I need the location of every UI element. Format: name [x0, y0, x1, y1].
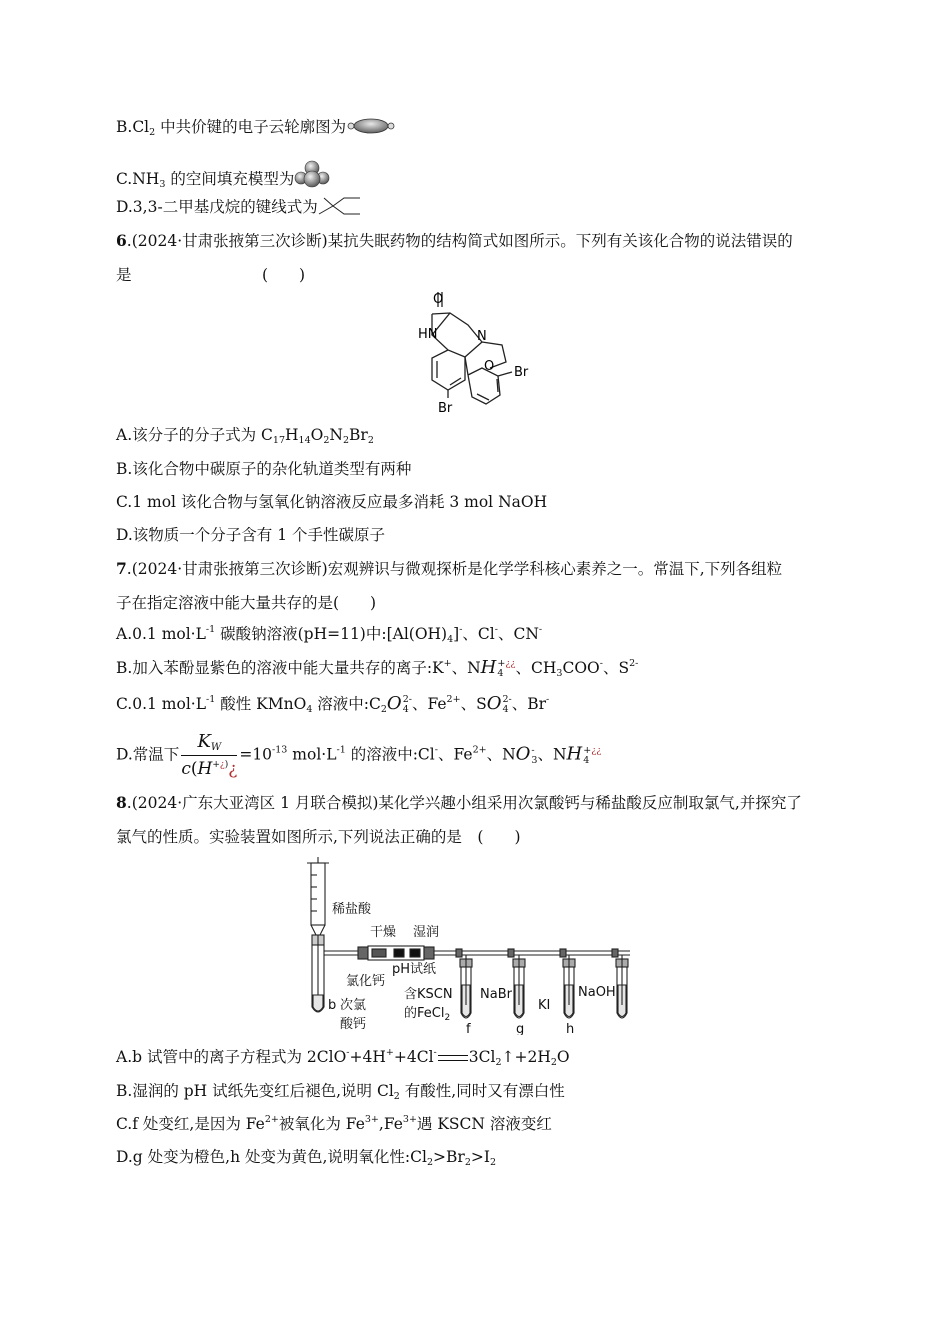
- q7-option-b: B.加入苯酚显紫色的溶液中能大量共存的离子:K+、NH +¿¿ 4 、$CH_3COO^-$、$S^{2-}$: [116, 657, 639, 679]
- label-hypo1: 次氯: [340, 998, 367, 1013]
- skeletal-formula: [318, 196, 362, 216]
- q7-option-a: A.0.1 $mol\cdot L^{-1}$ 碳酸钠溶液(pH=11)中$:[Al(OH)_4]^-$、Cl-、CN-: [116, 624, 543, 645]
- br-bottom-label: Br: [438, 401, 453, 416]
- q8-option-b: B.湿润的 pH 试纸先变红后褪色,说明 $Cl_2$ 有酸性,同时又有漂白性: [116, 1082, 565, 1102]
- label-b: b: [328, 998, 337, 1013]
- q6-option-b: B.该化合物中碳原子的杂化轨道类型有两种: [116, 460, 412, 478]
- q5-option-d: D.3,3-二甲基戊烷的键线式为: [116, 196, 362, 217]
- q8-option-a: A.b 试管中的离子方程式为 2ClO-+4H++4Cl- $3Cl_2↑+2H_2O$: [116, 1047, 570, 1068]
- label-kscn1: 含KSCN: [404, 987, 453, 1002]
- label-cacl2: 氯化钙: [346, 974, 386, 989]
- q5-option-c: $C.NH_3$ 的空间填充模型为: [116, 160, 330, 189]
- q8-apparatus-diagram: [300, 855, 645, 1035]
- q6-stem-line2: 是 ( ): [116, 266, 306, 284]
- q8-stem-line2: 氯气的性质。实验装置如图所示,下列说法正确的是 ( ): [116, 828, 521, 846]
- q7-option-d: D.常温下 $\frac{K_W}{c(H^{+¿)}¿}$ $=10^{-13}$ $mol\cdot L^{-1}$ 的溶液中:Cl-、$Fe^{2+}$、NO - 3 、NH +¿¿ 4: [116, 731, 602, 779]
- label-dry: 干燥: [370, 925, 397, 940]
- label-f: f: [466, 1022, 471, 1035]
- label-ph-paper: pH试纸: [392, 962, 437, 977]
- label-g: g: [516, 1022, 525, 1035]
- q6-option-d: D.该物质一个分子含有 1 个手性碳原子: [116, 526, 386, 544]
- nh3-space-filling-model: [294, 160, 330, 188]
- q7-stem-line2: 子在指定溶液中能大量共存的是( ): [116, 594, 377, 612]
- label-kscn2: 的FeCl$_2$: [404, 1006, 451, 1023]
- label-wet: 湿润: [413, 925, 440, 940]
- n-label: N: [477, 329, 487, 344]
- label-hypo2: 酸钙: [340, 1017, 367, 1032]
- label-h: h: [566, 1022, 575, 1035]
- equation-sign: [438, 1055, 468, 1061]
- q6-stem-line1: 6.(2024·甘肃张掖第三次诊断)某抗失眠药物的结构简式如图所示。下列有关该化合物的说法错误的: [116, 231, 793, 250]
- q8-option-d: D.g 处变为橙色,h 处变为黄色,说明氧化性$:Cl_2>Br_2>I_2$: [116, 1148, 497, 1168]
- q6-structure-diagram: [410, 290, 540, 416]
- hn-label: HN: [418, 327, 438, 342]
- q8-stem-line1: 8.(2024·广东大亚湾区 1 月联合模拟)某化学兴趣小组采用次氯酸钙与稀盐酸反应制取氯气,并探究了: [116, 793, 802, 812]
- label-naoh: NaOH: [578, 985, 616, 1000]
- q6-option-a: A.该分子的分子式为 $C_{17}H_{14}O_2N_2Br_2$: [116, 426, 374, 446]
- q5-option-b: $B.Cl_2$ 中共价键的电子云轮廓图为: [116, 117, 395, 137]
- q8-option-c: C.f 处变红,是因为 $Fe^{2+}$被氧化为 $Fe^{3+},Fe^{3+}$遇 KSCN 溶液变红: [116, 1114, 552, 1133]
- label-nabr: NaBr: [480, 987, 512, 1002]
- label-acid: 稀盐酸: [332, 902, 372, 917]
- answer-blank[interactable]: ( ): [262, 266, 306, 284]
- q7-stem-line1: 7.(2024·甘肃张掖第三次诊断)宏观辨识与微观探析是化学学科核心素养之一。常温下,下列各组粒: [116, 559, 783, 578]
- o-carbonyl-label: O: [433, 292, 444, 307]
- electron-cloud-diagram: [347, 117, 395, 135]
- kw-fraction: $\frac{K_W}{c(H^{+¿)}¿}$: [181, 731, 238, 779]
- br-right-label: Br: [514, 365, 529, 380]
- q7-option-c: C.0.1 $mol\cdot L^{-1}$ 酸性 KMnO$_4$ 溶液中$:C_2O$ 2- 4 、$Fe^{2+}$、SO 2- 4 、Br-: [116, 693, 550, 715]
- label-ki: KI: [538, 998, 551, 1013]
- o-ring-label: O: [484, 359, 495, 374]
- q6-option-c: C.1 mol 该化合物与氢氧化钠溶液反应最多消耗 3 mol NaOH: [116, 493, 548, 511]
